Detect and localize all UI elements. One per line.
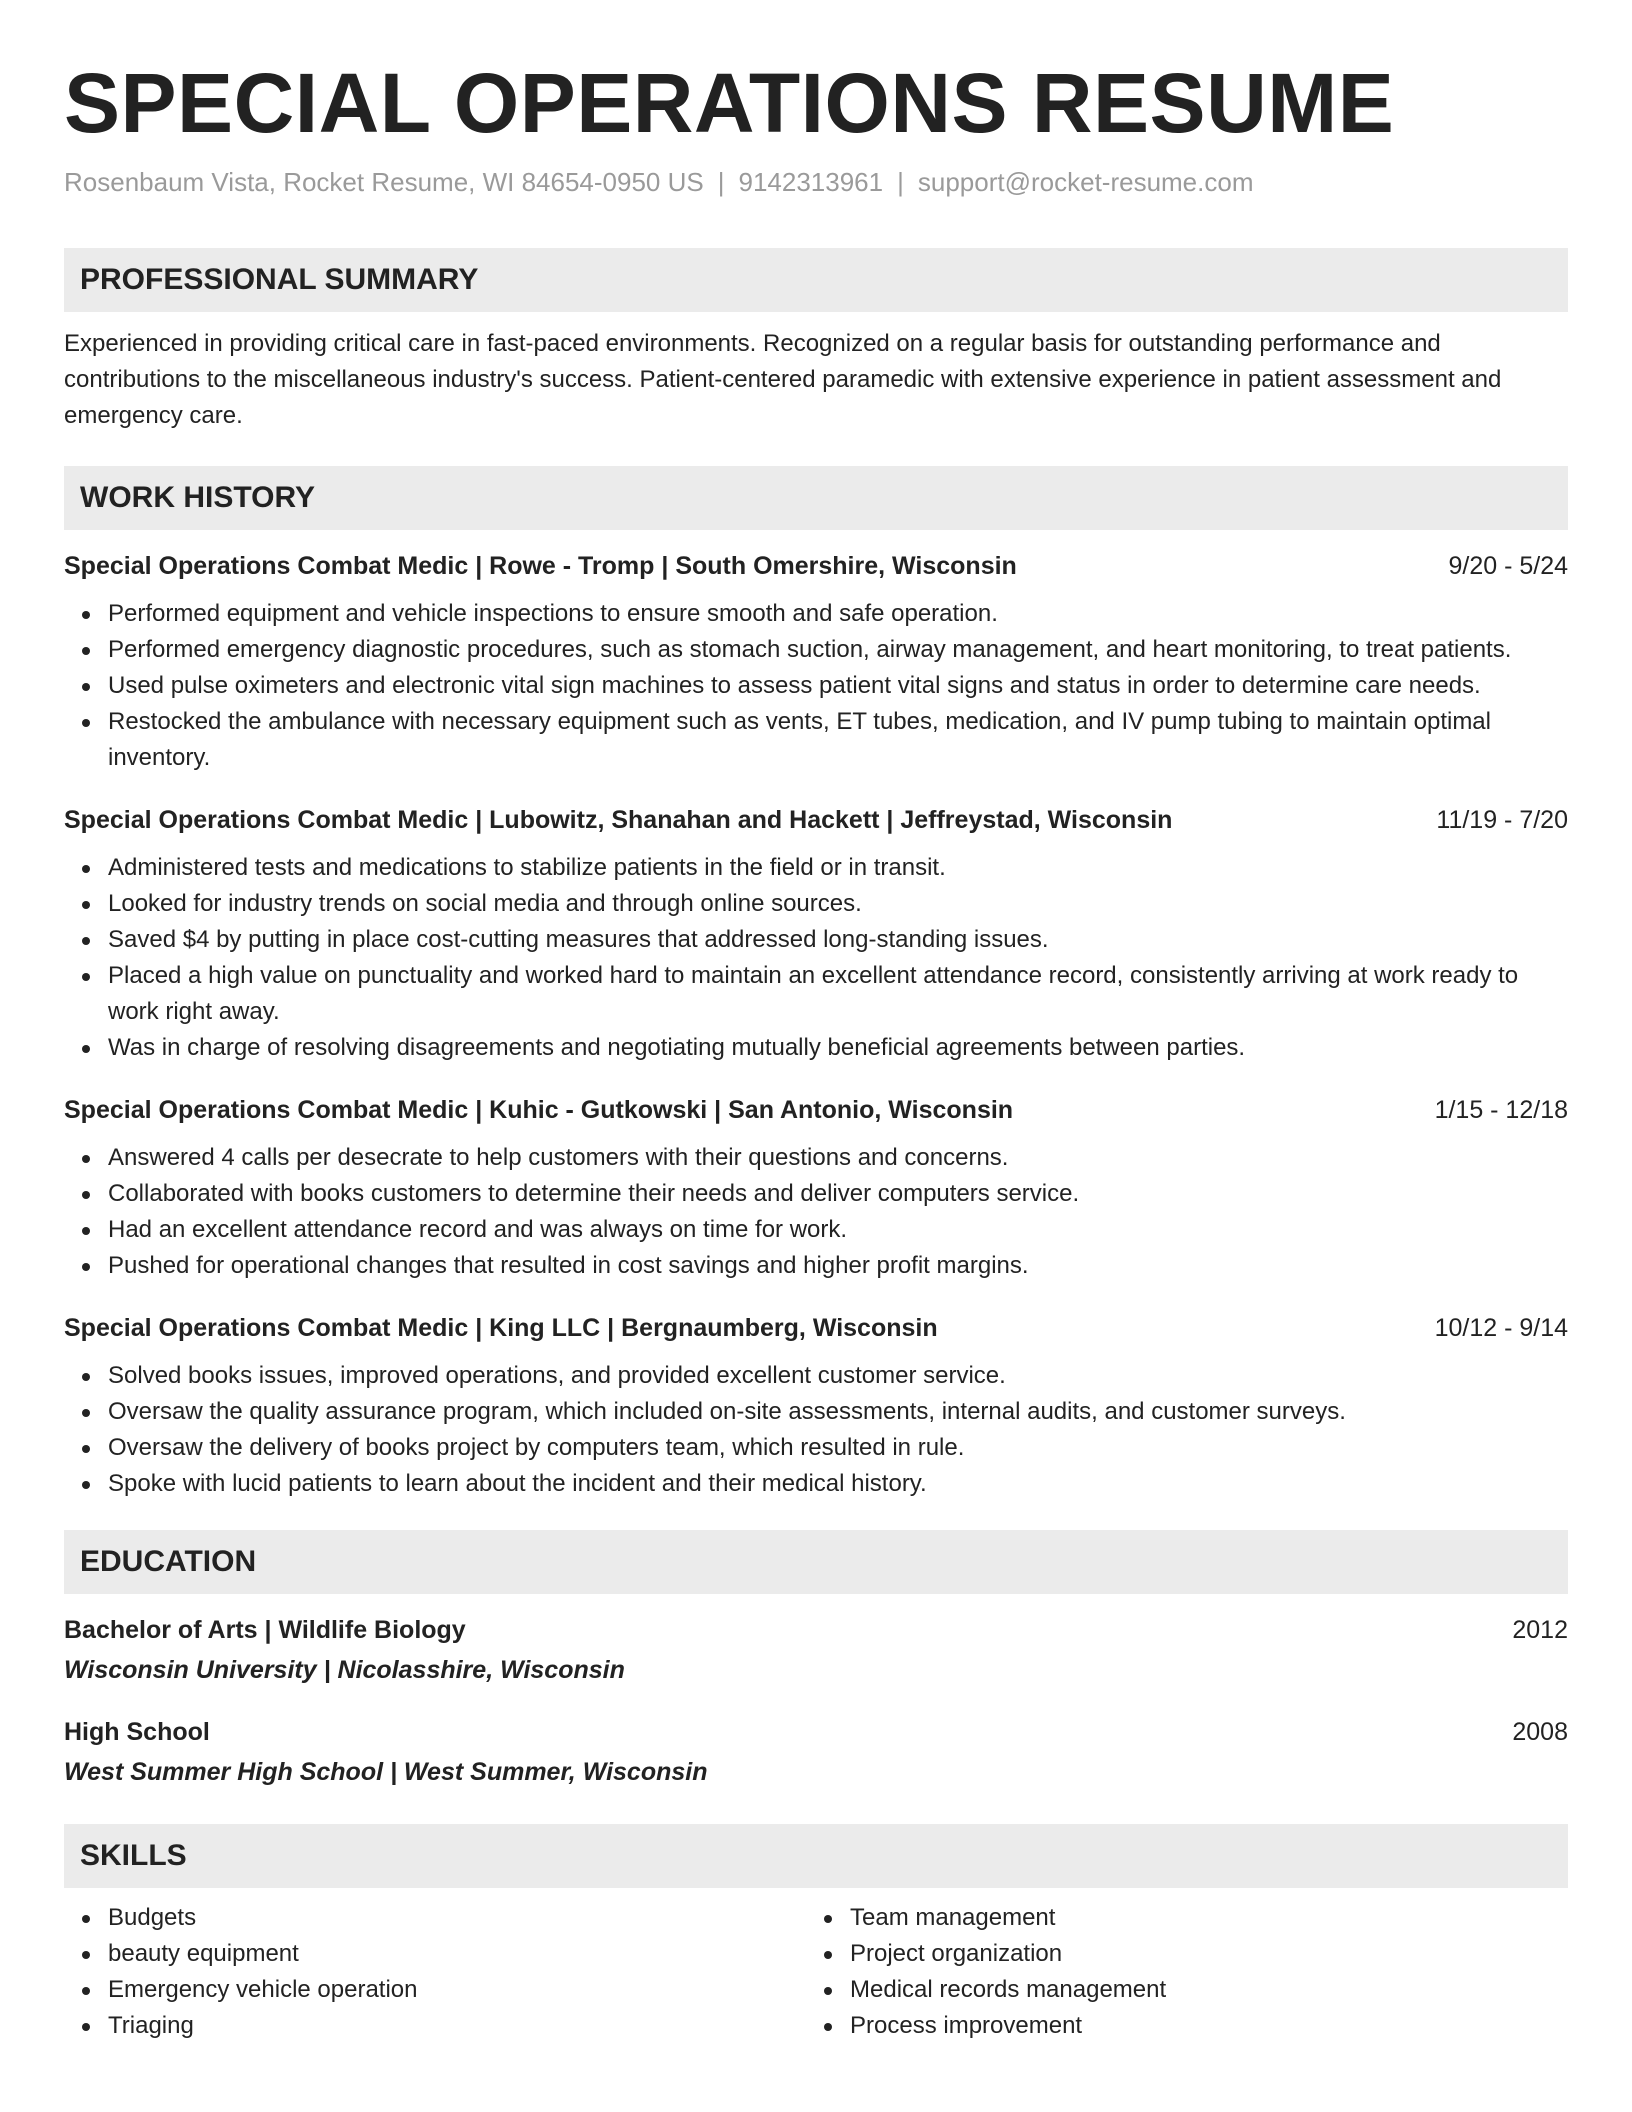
job-bullets bbox=[64, 850, 1568, 1066]
contact-phone: 9142313961 bbox=[738, 167, 884, 197]
section-header-work-history: WORK HISTORY bbox=[64, 466, 1568, 530]
job-entry bbox=[64, 548, 1568, 776]
skill-item: Medical records management bbox=[850, 1972, 1548, 2008]
education-degree: High School bbox=[64, 1718, 210, 1746]
skill-item: Process improvement bbox=[850, 2008, 1548, 2044]
job-header bbox=[64, 1310, 1568, 1346]
job-bullets bbox=[64, 1358, 1568, 1502]
job-bullet: Performed emergency diagnostic procedures, such as stomach suction, airway management, and heart monitoring, to treat patients. bbox=[108, 632, 1568, 668]
skills-grid bbox=[64, 1900, 1568, 2044]
skill-item: Triaging bbox=[108, 2008, 806, 2044]
job-bullet: Solved books issues, improved operations, and provided excellent customer service. bbox=[108, 1358, 1568, 1394]
section-header-summary: PROFESSIONAL SUMMARY bbox=[64, 248, 1568, 312]
job-dates: 9/20 - 5/24 bbox=[1448, 552, 1568, 580]
summary-text: Experienced in providing critical care in fast-paced environments. Recognized on a regular basis for outstanding performance and contributions to the miscellaneous industry's success. Patient-centered paramedic with extensive experience in patient assessment and emergency care. bbox=[64, 330, 1502, 429]
job-bullet: Saved $4 by putting in place cost-cutting measures that addressed long-standing issues. bbox=[108, 922, 1568, 958]
resume-page bbox=[64, 0, 1568, 2044]
contact-line bbox=[64, 166, 1568, 198]
resume-name: SPECIAL OPERATIONS RESUME bbox=[64, 56, 1395, 150]
education-header bbox=[64, 1714, 1568, 1750]
job-entry bbox=[64, 1310, 1568, 1502]
job-bullet: Pushed for operational changes that resulted in cost savings and higher profit margins. bbox=[108, 1248, 1568, 1284]
skills-list bbox=[806, 1900, 1548, 2044]
job-title: Special Operations Combat Medic | King LLC | Bergnaumberg, Wisconsin bbox=[64, 1314, 938, 1342]
job-bullet: Spoke with lucid patients to learn about the incident and their medical history. bbox=[108, 1466, 1568, 1502]
education-school: Wisconsin University | Nicolasshire, Wisconsin bbox=[64, 1656, 625, 1684]
skills-list bbox=[64, 1900, 806, 2044]
job-title: Special Operations Combat Medic | Lubowitz, Shanahan and Hackett | Jeffreystad, Wisconsin bbox=[64, 806, 1173, 834]
education-entry bbox=[64, 1714, 1568, 1790]
job-bullet: Answered 4 calls per desecrate to help customers with their questions and concerns. bbox=[108, 1140, 1568, 1176]
contact-separator: | bbox=[717, 167, 725, 197]
job-header bbox=[64, 1092, 1568, 1128]
job-header bbox=[64, 802, 1568, 838]
job-bullet: Performed equipment and vehicle inspections to ensure smooth and safe operation. bbox=[108, 596, 1568, 632]
job-bullet: Restocked the ambulance with necessary equipment such as vents, ET tubes, medication, and IV pump tubing to maintain optimal inventory. bbox=[108, 704, 1568, 776]
education-school: West Summer High School | West Summer, Wisconsin bbox=[64, 1758, 708, 1786]
education-header bbox=[64, 1612, 1568, 1648]
job-title: Special Operations Combat Medic | Kuhic - Gutkowski | San Antonio, Wisconsin bbox=[64, 1096, 1014, 1124]
skill-item: Emergency vehicle operation bbox=[108, 1972, 806, 2008]
education-year: 2008 bbox=[1512, 1718, 1568, 1746]
job-bullet: Was in charge of resolving disagreements and negotiating mutually beneficial agreements between parties. bbox=[108, 1030, 1568, 1066]
skills-column-left bbox=[64, 1900, 806, 2044]
skill-item: Team management bbox=[850, 1900, 1548, 1936]
job-dates: 10/12 - 9/14 bbox=[1434, 1314, 1568, 1342]
skill-item: beauty equipment bbox=[108, 1936, 806, 1972]
education-degree: Bachelor of Arts | Wildlife Biology bbox=[64, 1616, 466, 1644]
job-dates: 1/15 - 12/18 bbox=[1434, 1096, 1568, 1124]
job-bullet: Had an excellent attendance record and was always on time for work. bbox=[108, 1212, 1568, 1248]
job-entry bbox=[64, 1092, 1568, 1284]
job-bullets bbox=[64, 596, 1568, 776]
job-bullet: Oversaw the quality assurance program, which included on-site assessments, internal audits, and customer surveys. bbox=[108, 1394, 1568, 1430]
section-header-skills: SKILLS bbox=[64, 1824, 1568, 1888]
job-title: Special Operations Combat Medic | Rowe - Tromp | South Omershire, Wisconsin bbox=[64, 552, 1017, 580]
job-bullet: Placed a high value on punctuality and worked hard to maintain an excellent attendance record, consistently arriving at work ready to work right away. bbox=[108, 958, 1568, 1030]
skill-item: Project organization bbox=[850, 1936, 1548, 1972]
job-entry bbox=[64, 802, 1568, 1066]
job-bullet: Administered tests and medications to stabilize patients in the field or in transit. bbox=[108, 850, 1568, 886]
job-bullet: Collaborated with books customers to determine their needs and deliver computers service. bbox=[108, 1176, 1568, 1212]
section-header-education: EDUCATION bbox=[64, 1530, 1568, 1594]
skill-item: Budgets bbox=[108, 1900, 806, 1936]
job-dates: 11/19 - 7/20 bbox=[1436, 806, 1568, 834]
contact-email: support@rocket-resume.com bbox=[917, 167, 1254, 197]
job-bullet: Looked for industry trends on social media and through online sources. bbox=[108, 886, 1568, 922]
job-bullets bbox=[64, 1140, 1568, 1284]
education-entry bbox=[64, 1612, 1568, 1688]
education-year: 2012 bbox=[1512, 1616, 1568, 1644]
job-bullet: Oversaw the delivery of books project by computers team, which resulted in rule. bbox=[108, 1430, 1568, 1466]
contact-address: Rosenbaum Vista, Rocket Resume, WI 84654-0950 US bbox=[64, 167, 704, 197]
job-bullet: Used pulse oximeters and electronic vital sign machines to assess patient vital signs and status in order to determine care needs. bbox=[108, 668, 1568, 704]
skills-column-right bbox=[806, 1900, 1548, 2044]
job-header bbox=[64, 548, 1568, 584]
contact-separator: | bbox=[897, 167, 904, 197]
